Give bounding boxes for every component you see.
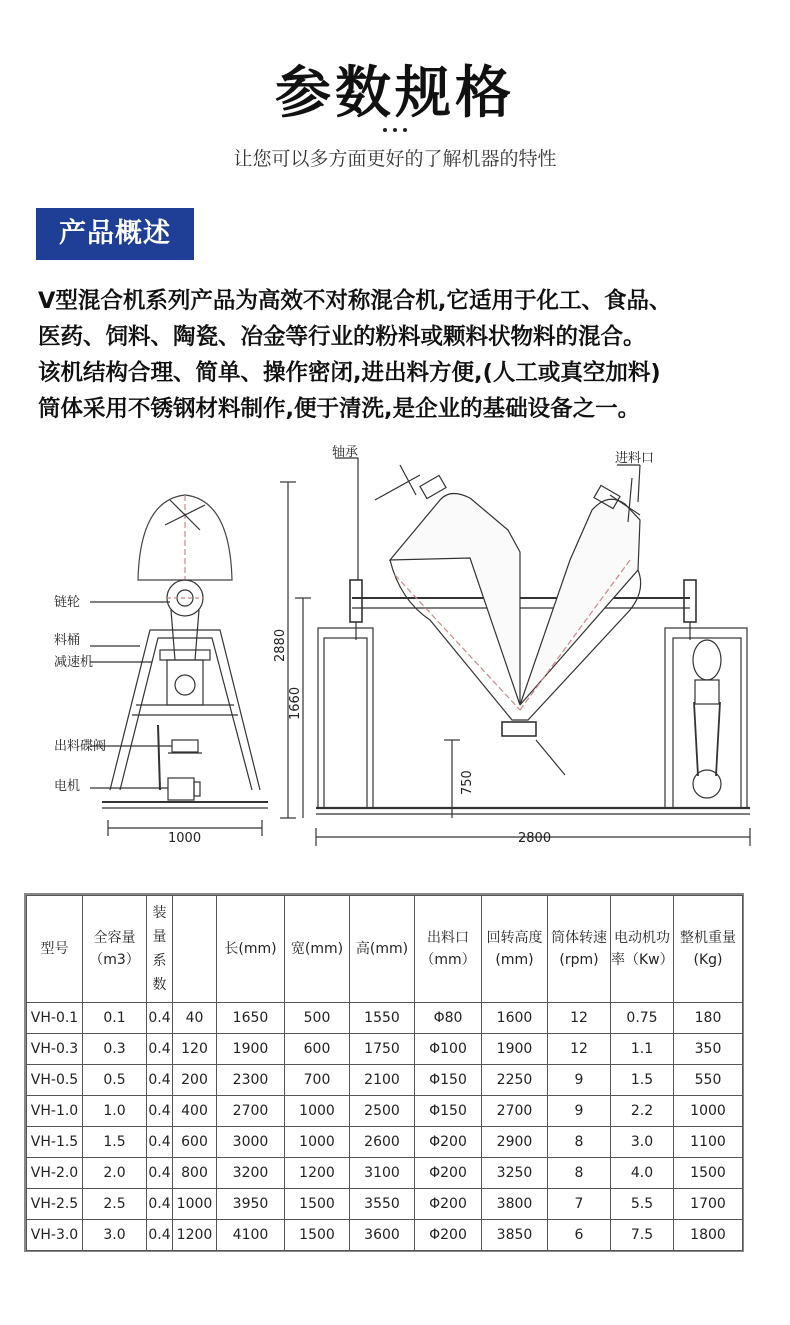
side-view: [90, 495, 268, 836]
page-subtitle: 让您可以多方面更好的了解机器的特性: [233, 148, 557, 170]
table-cell: 6: [548, 1220, 611, 1251]
table-cell: 1.5: [611, 1065, 674, 1096]
table-cell: 3550: [350, 1189, 415, 1220]
table-cell: 9: [548, 1065, 611, 1096]
table-cell: 1800: [674, 1220, 743, 1251]
table-row: [27, 1034, 743, 1065]
table-cell: 3200: [217, 1158, 285, 1189]
table-cell: 1.0: [83, 1096, 147, 1127]
table-cell: 8: [548, 1158, 611, 1189]
table-cell: 3800: [482, 1189, 548, 1220]
table-cell: 8: [548, 1127, 611, 1158]
table-cell: 0.4: [147, 1003, 173, 1034]
col-header: 出料口（mm）: [415, 896, 482, 1003]
table-cell: 2700: [482, 1096, 548, 1127]
table-cell: 350: [674, 1034, 743, 1065]
dim-width-right: 2800: [518, 831, 552, 846]
front-view: [280, 458, 750, 846]
section-badge: 产品概述: [36, 208, 194, 260]
dim-height-total: 2880: [273, 628, 288, 662]
table-cell: 1.1: [611, 1034, 674, 1065]
table-cell: 3000: [217, 1127, 285, 1158]
table-cell: 1100: [674, 1127, 743, 1158]
table-cell: VH-2.5: [27, 1189, 83, 1220]
table-cell: 0.4: [147, 1220, 173, 1251]
table-cell: Φ200: [415, 1220, 482, 1251]
table-cell: 3850: [482, 1220, 548, 1251]
table-cell: 5.5: [611, 1189, 674, 1220]
table-cell: 1000: [285, 1096, 350, 1127]
table-row: [27, 1003, 743, 1034]
intro-line: 筒体采用不锈钢材料制作,便于清洗,是企业的基础设备之一。: [38, 396, 641, 422]
col-header: 型号: [27, 896, 83, 1003]
table-cell: VH-1.5: [27, 1127, 83, 1158]
table-cell: 40: [173, 1003, 217, 1034]
intro-line: 该机结构合理、简单、操作密闭,进出料方便,(人工或真空加料): [38, 360, 661, 386]
table-cell: 1000: [285, 1127, 350, 1158]
table-cell: 1.5: [83, 1127, 147, 1158]
table-cell: 1900: [482, 1034, 548, 1065]
table-cell: 180: [674, 1003, 743, 1034]
table-cell: VH-1.0: [27, 1096, 83, 1127]
table-cell: Φ200: [415, 1189, 482, 1220]
table-cell: 0.1: [83, 1003, 147, 1034]
table-cell: 800: [173, 1158, 217, 1189]
col-header: 筒体转速(rpm): [548, 896, 611, 1003]
label-discharge-valve: 出料碟阀: [54, 739, 107, 754]
table-cell: 2.0: [83, 1158, 147, 1189]
col-header: 回转高度(mm): [482, 896, 548, 1003]
table-row: [27, 1189, 743, 1220]
table-cell: 1000: [674, 1096, 743, 1127]
label-reducer: 减速机: [54, 655, 94, 670]
table-cell: 2.5: [83, 1189, 147, 1220]
col-header: 高(mm): [350, 896, 415, 1003]
table-row: [27, 1127, 743, 1158]
table-cell: 1750: [350, 1034, 415, 1065]
table-cell: 1000: [173, 1189, 217, 1220]
table-row: [27, 1220, 743, 1251]
intro-line: 医药、饲料、陶瓷、冶金等行业的粉料或颗料状物料的混合。: [38, 324, 646, 350]
table-cell: VH-0.1: [27, 1003, 83, 1034]
label-sprocket: 链轮: [54, 595, 81, 610]
table-cell: 550: [674, 1065, 743, 1096]
table-cell: 0.4: [147, 1158, 173, 1189]
spec-table-container: [24, 893, 744, 1252]
table-cell: 7: [548, 1189, 611, 1220]
label-inlet: 进料口: [615, 451, 655, 466]
table-cell: 9: [548, 1096, 611, 1127]
table-cell: VH-0.3: [27, 1034, 83, 1065]
dim-height-axis: 1660: [288, 686, 303, 720]
table-cell: VH-3.0: [27, 1220, 83, 1251]
table-cell: 600: [173, 1127, 217, 1158]
table-cell: 3250: [482, 1158, 548, 1189]
table-cell: VH-2.0: [27, 1158, 83, 1189]
spec-table: [26, 895, 743, 1251]
col-header: 宽(mm): [285, 896, 350, 1003]
page-title: 参数规格: [275, 61, 515, 126]
col-header: 电动机功率（Kw）: [611, 896, 674, 1003]
table-cell: 1500: [285, 1189, 350, 1220]
table-cell: 200: [173, 1065, 217, 1096]
table-cell: Φ100: [415, 1034, 482, 1065]
col-header: [173, 896, 217, 1003]
table-cell: 3.0: [611, 1127, 674, 1158]
table-cell: 3600: [350, 1220, 415, 1251]
dim-height-outlet: 750: [460, 770, 475, 795]
table-cell: 3100: [350, 1158, 415, 1189]
table-cell: 500: [285, 1003, 350, 1034]
table-cell: 700: [285, 1065, 350, 1096]
intro-paragraph: [38, 283, 768, 427]
table-cell: 2.2: [611, 1096, 674, 1127]
table-cell: Φ200: [415, 1158, 482, 1189]
table-cell: 600: [285, 1034, 350, 1065]
label-barrel: 料桶: [54, 633, 81, 648]
table-row: [27, 1158, 743, 1189]
table-cell: 2300: [217, 1065, 285, 1096]
table-body: [27, 1003, 743, 1251]
table-cell: 1550: [350, 1003, 415, 1034]
table-cell: 1200: [285, 1158, 350, 1189]
table-cell: 1900: [217, 1034, 285, 1065]
table-cell: 2250: [482, 1065, 548, 1096]
table-cell: 2500: [350, 1096, 415, 1127]
col-header: 装量系数: [147, 896, 173, 1003]
table-cell: 1600: [482, 1003, 548, 1034]
table-cell: 1200: [173, 1220, 217, 1251]
table-cell: 0.4: [147, 1034, 173, 1065]
col-header: 整机重量(Kg): [674, 896, 743, 1003]
technical-drawing: [40, 440, 760, 860]
table-cell: 2900: [482, 1127, 548, 1158]
table-cell: 2100: [350, 1065, 415, 1096]
table-cell: 2600: [350, 1127, 415, 1158]
table-cell: 12: [548, 1034, 611, 1065]
table-cell: Φ150: [415, 1096, 482, 1127]
col-header: 全容量（m3）: [83, 896, 147, 1003]
intro-line: V型混合机系列产品为高效不对称混合机,它适用于化工、食品、: [38, 288, 672, 314]
table-cell: 1700: [674, 1189, 743, 1220]
table-cell: 3.0: [83, 1220, 147, 1251]
table-cell: 0.4: [147, 1065, 173, 1096]
table-cell: 0.75: [611, 1003, 674, 1034]
table-cell: 0.4: [147, 1096, 173, 1127]
table-cell: 1500: [674, 1158, 743, 1189]
table-cell: Φ150: [415, 1065, 482, 1096]
table-cell: 1500: [285, 1220, 350, 1251]
table-cell: Φ80: [415, 1003, 482, 1034]
table-cell: 0.3: [83, 1034, 147, 1065]
table-row: [27, 1065, 743, 1096]
table-cell: 1650: [217, 1003, 285, 1034]
table-cell: 4100: [217, 1220, 285, 1251]
table-cell: 7.5: [611, 1220, 674, 1251]
table-cell: 120: [173, 1034, 217, 1065]
table-cell: VH-0.5: [27, 1065, 83, 1096]
table-cell: 4.0: [611, 1158, 674, 1189]
label-motor: 电机: [54, 779, 81, 794]
col-header: 长(mm): [217, 896, 285, 1003]
table-cell: 2700: [217, 1096, 285, 1127]
table-cell: 0.5: [83, 1065, 147, 1096]
table-cell: 400: [173, 1096, 217, 1127]
label-bearing: 轴承: [332, 445, 359, 460]
dim-width-left: 1000: [168, 831, 202, 846]
table-cell: 0.4: [147, 1189, 173, 1220]
table-cell: 0.4: [147, 1127, 173, 1158]
table-cell: Φ200: [415, 1127, 482, 1158]
title-dots-divider: [0, 128, 790, 132]
table-header-row: [27, 896, 743, 1003]
table-cell: 3950: [217, 1189, 285, 1220]
table-row: [27, 1096, 743, 1127]
table-cell: 12: [548, 1003, 611, 1034]
